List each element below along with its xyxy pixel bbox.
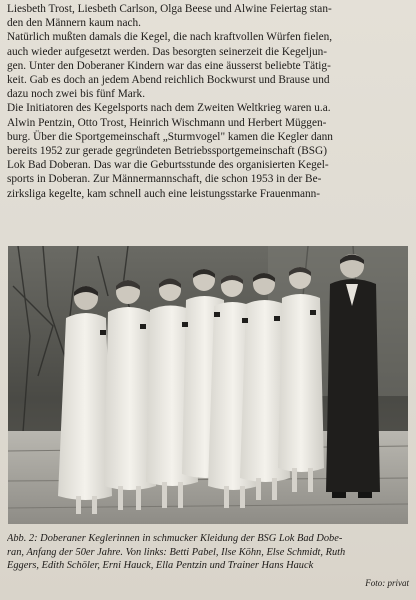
text-line: burg. Über die Sportgemeinschaft „Sturmvogel" kamen die Kegler dann — [7, 130, 333, 143]
caption-line: Abb. 2: Doberaner Keglerinnen in schmucker Kleidung der BSG Lok Bad Dobe- — [7, 533, 343, 544]
body-text — [7, 2, 411, 201]
caption-line: ran, Anfang der 50er Jahre. Von links: Betti Pabel, Ilse Köhn, Else Schmidt, Ruth — [7, 546, 346, 558]
team-photo — [8, 246, 408, 524]
text-line: Natürlich mußten damals die Kegel, die nach kraftvollen Würfen fielen, — [7, 31, 333, 44]
text-line: dazu noch zwei bis fünf Mark. — [7, 88, 146, 101]
text-line: gen. Unter den Doberaner Kindern war das eine äusserst beliebte Tätig- — [7, 59, 331, 72]
person-7 — [278, 267, 324, 492]
text-line: Die Initiatoren des Kegelsports nach dem Zweiten Weltkrieg waren u.a. — [7, 102, 331, 115]
photo-caption — [7, 532, 411, 573]
text-line: sports in Doberan. Zur Männermannschaft, die schon 1953 in der Be- — [7, 173, 322, 186]
text-line: bereits 1952 zur gerade gegründeten Betriebssportgemeinschaft (BSG) — [7, 145, 327, 158]
caption-line: Eggers, Edith Schöler, Erni Hauck, Ella Pentzin und Trainer Hans Hauck — [7, 560, 314, 572]
trainer — [326, 254, 380, 498]
text-line: Alwin Pentzin, Otto Trost, Heinrich Wischmann und Herbert Müggen- — [7, 116, 327, 129]
text-line: den den Männern kaum nach. — [7, 17, 141, 30]
text-line: zirksliga kegelte, kam schnell auch eine leistungsstarke Frauenmann- — [7, 187, 321, 200]
text-line: Lok Bad Doberan. Das war die Geburtsstunde des organisierten Kegel- — [7, 159, 329, 172]
photo-credit: Foto: privat — [365, 578, 409, 588]
person-1 — [58, 286, 112, 514]
text-line: Liesbeth Trost, Liesbeth Carlson, Olga Beese und Alwine Feiertag stan- — [7, 3, 332, 15]
text-line: auch wieder aufgesetzt werden. Das besorgten seinerzeit die Kegeljun- — [7, 45, 328, 58]
text-line: keit. Gab es doch an jedem Abend reichlich Bockwurst und Brause und — [7, 74, 330, 87]
team-photo-illustration — [8, 246, 408, 524]
